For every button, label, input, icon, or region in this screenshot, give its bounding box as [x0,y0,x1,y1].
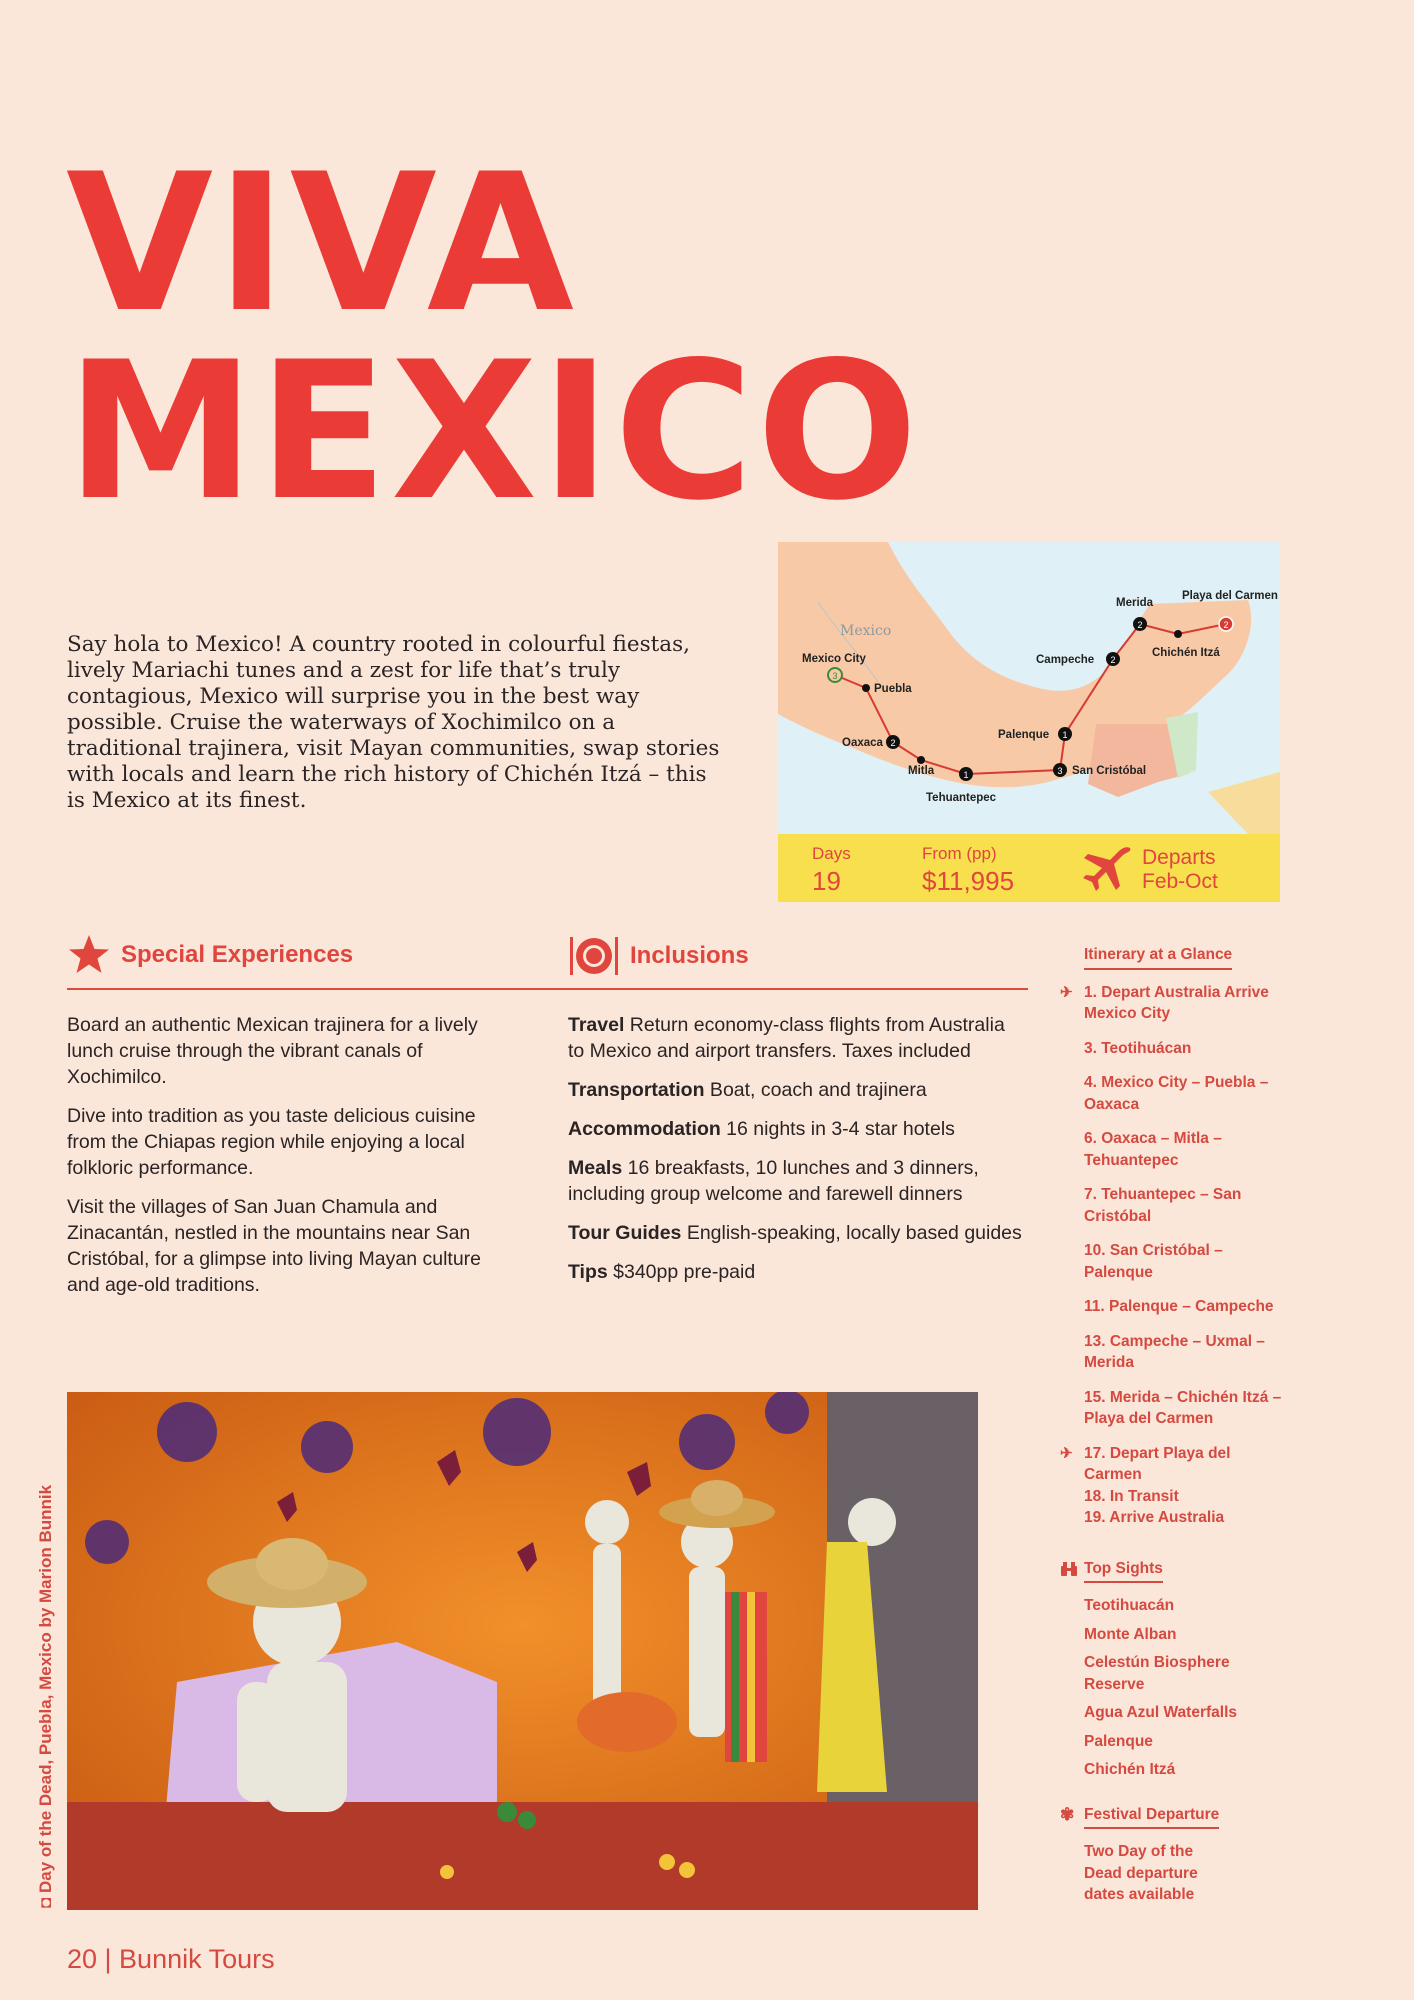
special-experiences-title: Special Experiences [121,941,354,968]
route-map-card [778,542,1280,902]
inclusion-tips: Tips $340pp pre-paid [568,1261,756,1283]
star-icon [67,934,111,976]
plane-icon: ✈ [1060,1444,1073,1462]
flower-icon: ✾ [1060,1804,1075,1824]
itinerary-item: 15. Merida – Chichén Itzá – Playa del Carmen [1084,1388,1282,1427]
departs-info [1142,846,1218,894]
section-divider [67,988,1028,990]
itinerary-item: 13. Campeche – Uxmal – Merida [1084,1332,1265,1371]
map-label-chichen: Chichén Itzá [1152,647,1220,659]
title-line-1: VIVA [66,133,577,354]
inclusions-heading [568,934,749,978]
top-sight-item: Monte Alban [1084,1625,1177,1643]
night-count-san-cristobal: 3 [1057,766,1063,776]
special-experiences-list [67,1012,517,1311]
binoculars-icon [1060,1561,1078,1577]
experience-item: Visit the villages of San Juan Chamula and Zinacantán, nestled in the mountains near San Cristóbal, for a glimpse into living Mayan culture and age-old traditions. [67,1196,482,1296]
itinerary-item: 3. Teotihuácan [1084,1039,1192,1057]
top-sight-item: Chichén Itzá [1084,1761,1176,1778]
inclusion-accommodation: Accommodation 16 nights in 3-4 star hotels [568,1118,955,1140]
map-label-oaxaca: Oaxaca [842,737,883,749]
night-count-tehuantepec: 1 [963,770,969,780]
itinerary-item: ✈ 17. Depart Playa del Carmen [1060,1444,1231,1483]
departs-line-1: Departs [1142,846,1216,869]
intro-paragraph: Say hola to Mexico! A country rooted in colourful fiestas, lively Mariachi tunes and a zest for life that’s truly contagious, Mexico will surprise you in the best way possible. Cruise the waterways of Xochimilco on a traditional trajinera, visit Mayan communities, swap stories with locals and learn the rich history of Chichén Itzá – this is Mexico at its finest. [67,632,720,813]
map-label-mitla: Mitla [908,765,935,777]
inclusions-title: Inclusions [630,942,749,969]
page-title [66,133,922,542]
price-value: $11,995 [922,866,1015,896]
festival-section [1060,1804,1290,1842]
itinerary-item: 11. Palenque – Campeche [1084,1298,1274,1315]
inclusions-list [568,1012,1023,1298]
inclusion-travel: Travel Return economy-class flights from Australia to Mexico and airport transfers. Taxes included [568,1014,1005,1062]
special-experiences-heading [67,934,353,976]
itinerary-item: ✈ 1. Depart Australia Arrive Mexico City [1060,983,1269,1022]
experience-item: Board an authentic Mexican trajinera for a lively lunch cruise through the vibrant canals of Xochimilco. [67,1014,478,1088]
map-country-label: Mexico [840,623,892,639]
festival-text: Two Day of the Dead departure dates available [1084,1843,1198,1903]
map-label-campeche: Campeche [1036,654,1095,666]
map-label-puebla: Puebla [874,683,912,695]
itinerary-item: 10. San Cristóbal – Palenque [1084,1242,1223,1281]
map-label-tehuantepec: Tehuantepec [926,792,997,804]
photo-illustration [67,1392,978,1910]
itinerary-item: 7. Tehuantepec – San Cristóbal [1084,1186,1242,1225]
route-map [778,542,1280,834]
map-label-palenque: Palenque [998,729,1050,741]
top-sights-section [1060,1558,1290,1596]
top-sight-item: Agua Azul Waterfalls [1084,1704,1238,1721]
trip-summary-bar [778,834,1280,902]
map-label-san-cristobal: San Cristóbal [1072,765,1147,777]
map-label-playa: Playa del Carmen [1182,590,1278,602]
day-of-the-dead-photo [67,1392,978,1910]
night-count-palenque: 1 [1062,730,1068,740]
map-label-merida: Merida [1116,597,1154,609]
festival-heading: Festival Departure [1084,1804,1219,1830]
night-count-merida: 2 [1137,620,1143,630]
departs-line-2: Feb-Oct [1142,870,1218,893]
itinerary-heading: Itinerary at a Glance [1084,944,1232,970]
experience-item: Dive into tradition as you taste delicious cuisine from the Chiapas region while enjoying a local folkloric performance. [67,1105,476,1179]
night-count-oaxaca: 2 [890,738,896,748]
inclusion-transportation: Transportation Boat, coach and trajinera [568,1079,927,1101]
sidebar [1060,944,1290,1919]
inclusion-tour-guides: Tour Guides English-speaking, locally based guides [568,1222,1022,1244]
map-label-mexico-city: Mexico City [802,653,866,665]
top-sight-item: Teotihuacán [1084,1597,1175,1614]
airplane-icon [1080,844,1134,892]
inclusion-meals: Meals 16 breakfasts, 10 lunches and 3 dinners, including group welcome and farewell dinners [568,1157,979,1205]
photo-credit: ◘ Day of the Dead, Puebla, Mexico by Marion Bunnik [36,1484,55,1908]
night-count-playa: 2 [1223,620,1229,630]
itinerary-item: 18. In Transit [1084,1487,1179,1505]
night-count-mexico-city: 3 [832,671,838,681]
plate-cutlery-icon [568,934,620,978]
title-line-2: MEXICO [66,321,922,542]
top-sights-heading: Top Sights [1084,1558,1163,1584]
itinerary-item: 19. Arrive Australia [1084,1509,1225,1526]
top-sight-item: Palenque [1084,1732,1153,1750]
days-value: 19 [812,866,841,896]
itinerary-item: 6. Oaxaca – Mitla – Tehuantepec [1084,1130,1222,1169]
price-label: From (pp) [922,844,997,863]
top-sight-item: Celestún Biosphere Reserve [1084,1654,1230,1693]
page-footer: 20 | Bunnik Tours [67,1944,275,1974]
plane-icon: ✈ [1060,983,1073,1001]
days-label: Days [812,844,851,863]
camera-icon: ◘ [36,1893,55,1908]
night-count-campeche: 2 [1110,655,1116,665]
itinerary-item: 4. Mexico City – Puebla – Oaxaca [1084,1074,1269,1113]
